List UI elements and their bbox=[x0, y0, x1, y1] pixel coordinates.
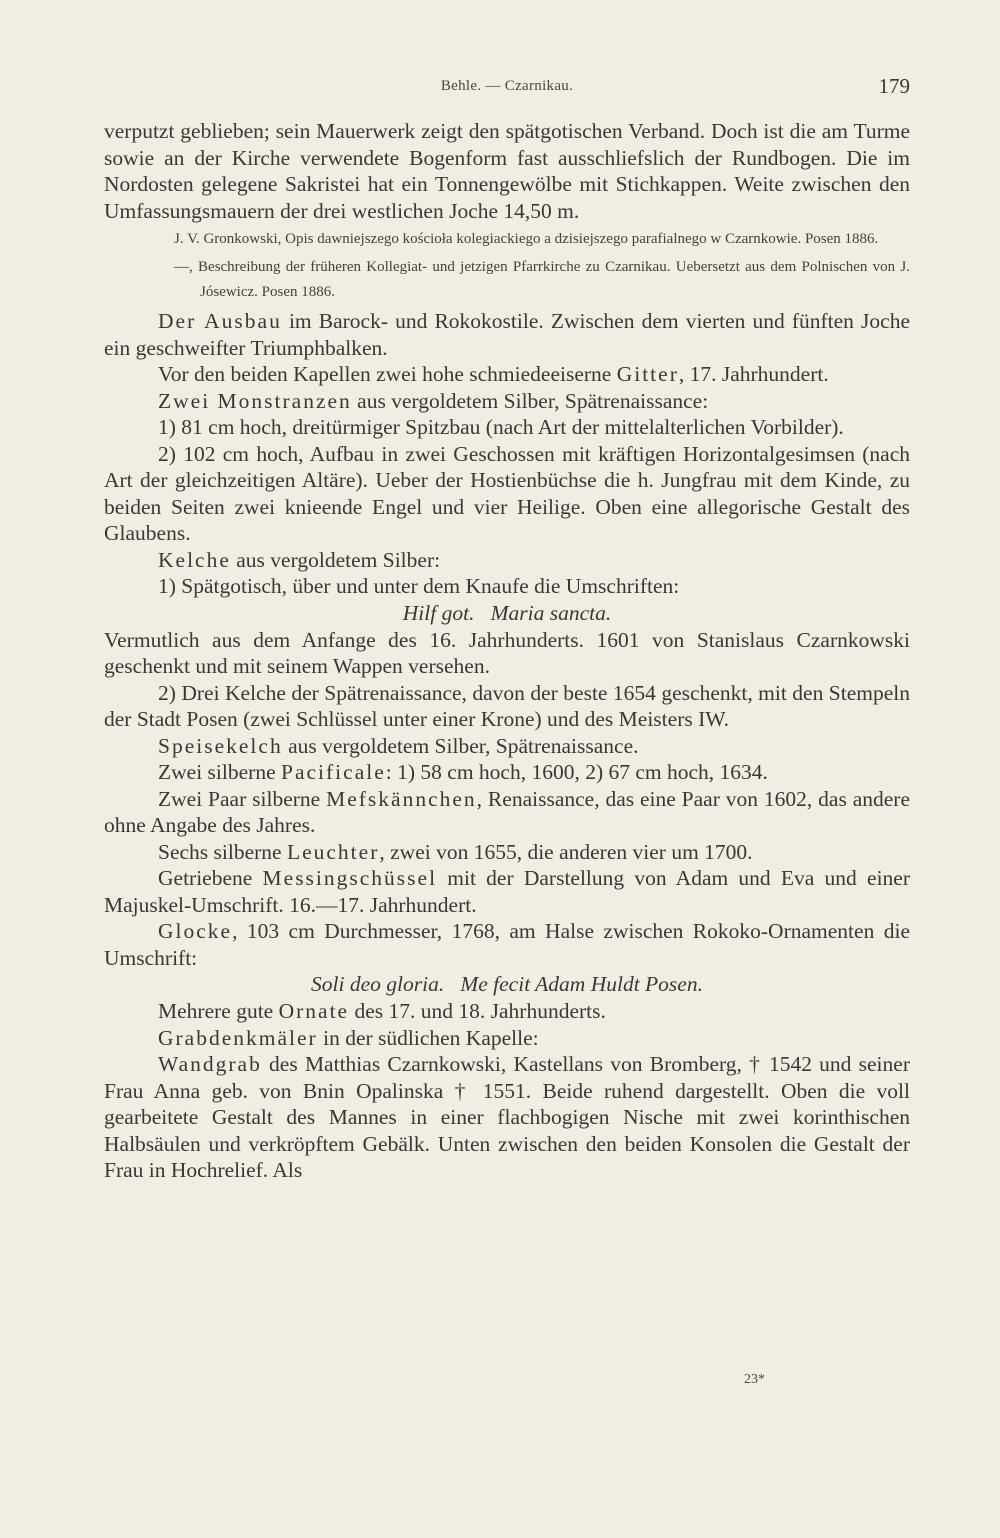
paragraph-text: , Renaissance, das eine Paar von 1602, das andere ohne Angabe des Jahres. bbox=[104, 786, 910, 837]
inscription: Soli deo gloria. Me fecit Adam Huldt Posen. bbox=[311, 972, 703, 996]
bibliography-entry: J. V. Gronkowski, Opis dawniejszego kościoła kolegiackiego a dzisiejszego parafialnego w Czarnkowie. Posen 1886. bbox=[174, 231, 879, 247]
spaced-term: Pacificale bbox=[281, 760, 386, 784]
paragraph-text: : 1) 58 cm hoch, 1600, 2) 67 cm hoch, 1634. bbox=[385, 760, 768, 784]
paragraph-kelche bbox=[104, 547, 910, 574]
spaced-term: Grabdenkmäler bbox=[158, 1025, 318, 1050]
paragraph-text: aus vergoldetem Silber: bbox=[230, 547, 441, 572]
paragraph-ornate bbox=[104, 998, 910, 1025]
list-item: 2) Drei Kelche der Spätrenaissance, davon der beste 1654 geschenkt, mit den Stempeln der Stadt Posen (zwei Schlüssel unter einer Krone) und des Meisters IW. bbox=[104, 680, 910, 731]
spaced-term: Mefskännchen bbox=[326, 786, 477, 811]
page-number: 179 bbox=[878, 74, 910, 98]
spaced-term: Kelche bbox=[158, 547, 231, 572]
paragraph-text: Mehrere gute bbox=[158, 999, 279, 1023]
bibliography-entry: —, Beschreibung der früheren Kollegiat- und jetzigen Pfarrkirche zu Czarnikau. Uebersetzt aus dem Polnischen von J. Jósewicz. Posen 1886. bbox=[174, 259, 910, 300]
paragraph-pacificale bbox=[104, 759, 910, 786]
paragraph-text: mit der Darstellung von Adam und Eva und einer Majuskel-Umschrift. 16.—17. Jahrhundert. bbox=[104, 866, 910, 917]
paragraph-text: Zwei silberne bbox=[158, 760, 281, 784]
paragraph-text: in der südlichen Kapelle: bbox=[317, 1025, 539, 1050]
paragraph-wandgrab bbox=[104, 1051, 910, 1184]
signature-mark: 23* bbox=[744, 1372, 765, 1387]
paragraph-leuchter bbox=[104, 839, 910, 866]
paragraph-text: , 103 cm Durchmesser, 1768, am Halse zwischen Rokoko-Ornamenten die Umschrift: bbox=[104, 919, 910, 970]
paragraph-text: Sechs silberne bbox=[158, 839, 287, 864]
paragraph-text: , zwei von 1655, die anderen vier um 1700. bbox=[379, 839, 753, 864]
paragraph-masonry: verputzt geblieben; sein Mauerwerk zeigt den spätgotischen Verband. Doch ist die am Turme sowie an der Kirche verwendete Bogenform fast ausschliefslich der Rundbogen. Die im Nordosten gelegene Sakristei hat ein Tonnengewölbe mit Stichkappen. Weite zwischen den Umfassungsmauern der drei westlichen Joche 14,50 m. bbox=[104, 119, 910, 223]
paragraph-glocke bbox=[104, 918, 910, 971]
spaced-term: Zwei Monstranzen bbox=[158, 388, 352, 413]
body-text bbox=[104, 118, 910, 1184]
list-item: 2) 102 cm hoch, Aufbau in zwei Geschossen mit kräftigen Horizontalgesimsen (nach Art der gleichzeitigen Altäre). Ueber der Hostienbüchse die h. Jungfrau mit dem Kinde, zu beiden Seiten zwei knieende Engel und vier Heilige. Oben eine allegorische Gestalt des Glaubens. bbox=[104, 441, 910, 545]
spaced-term: Speisekelch bbox=[158, 733, 283, 758]
paragraph-text: , 17. Jahrhundert. bbox=[678, 362, 829, 386]
paragraph-text: aus vergoldetem Silber, Spätrenaissance: bbox=[351, 388, 709, 413]
paragraph-text: des 17. und 18. Jahrhunderts. bbox=[349, 999, 606, 1023]
list-item: 1) 81 cm hoch, dreitürmiger Spitzbau (nach Art der mittelalterlichen Vorbilder). bbox=[158, 415, 844, 439]
spaced-term: Ornate bbox=[278, 999, 350, 1023]
paragraph-ausbau bbox=[104, 308, 910, 361]
paragraph-text: aus vergoldetem Silber, Spätrenaissance. bbox=[282, 733, 639, 758]
paragraph-messkannchen bbox=[104, 786, 910, 839]
paragraph-grabdenkmaler bbox=[104, 1025, 910, 1052]
paragraph-gitter bbox=[104, 361, 910, 388]
paragraph-text: Vor den beiden Kapellen zwei hohe schmiedeeiserne bbox=[158, 362, 617, 386]
paragraph-schussel bbox=[104, 865, 910, 918]
paragraph-kelch-note: Vermutlich aus dem Anfange des 16. Jahrhunderts. 1601 von Stanislaus Czarnkowski geschenkt und mit seinem Wappen versehen. bbox=[104, 627, 910, 678]
running-title: Behle. — Czarnikau. bbox=[440, 78, 574, 94]
paragraph-speisekelch bbox=[104, 733, 910, 760]
paragraph-text: im Barock- und Rokokostile. Zwischen dem vierten und fünften Joche ein geschweifter Triumphbalken. bbox=[104, 309, 910, 360]
paragraph-text: Zwei Paar silberne bbox=[158, 786, 327, 811]
spaced-term: Messingschüssel bbox=[262, 866, 438, 890]
spaced-term: Leuchter bbox=[286, 839, 380, 864]
spaced-term: Der Ausbau bbox=[158, 309, 282, 333]
paragraph-text: Getriebene bbox=[158, 866, 263, 890]
inscription: Hilf got. Maria sancta. bbox=[402, 600, 612, 625]
spaced-term: Gitter bbox=[616, 362, 679, 386]
spaced-term: Glocke bbox=[158, 919, 233, 943]
paragraph-text: des Matthias Czarnkowski, Kastellans von Bromberg, † 1542 und seiner Frau Anna geb. von Bnin Opalinska † 1551. Beide ruhend dargestellt. Oben die voll gearbeitete Gestalt des Mannes in einer flachbogigen Nische mit zwei korinthischen Halbsäulen und verkröpftem Gebälk. Unten zwischen den beiden Konsolen die Gestalt der Frau in Hochrelief. Als bbox=[104, 1052, 910, 1182]
page-header bbox=[104, 74, 910, 104]
paragraph-monstranzen bbox=[104, 388, 910, 415]
spaced-term: Wandgrab bbox=[158, 1052, 262, 1076]
list-item: 1) Spätgotisch, über und unter dem Knaufe die Umschriften: bbox=[158, 574, 680, 598]
